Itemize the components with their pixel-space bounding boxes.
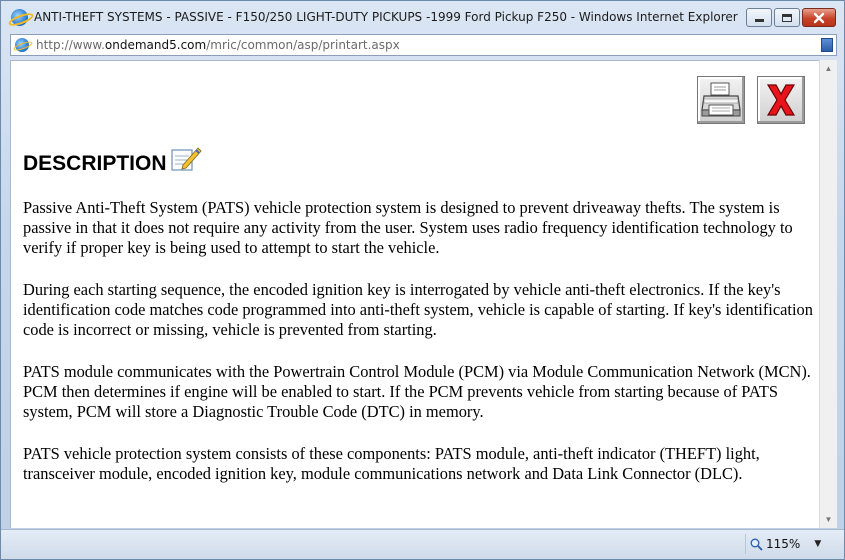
url-host: ondemand5.com: [104, 38, 207, 52]
url-path: /mric/common/asp/printart.aspx: [206, 38, 400, 52]
paragraph: PATS module communicates with the Powertrain Control Module (PCM) via Module Communication Network (MCN). PCM then determines if engine will be enabled to start. If the PCM prevents vehicle from starting because of PATS system, PCM will store a Diagnostic Trouble Code (DTC) in memory.: [23, 362, 811, 421]
page-title: DESCRIPTION: [23, 152, 167, 175]
print-button[interactable]: [697, 76, 745, 124]
zoom-level: 115%: [766, 537, 801, 551]
paragraph: Passive Anti-Theft System (PATS) vehicle protection system is designed to prevent driveaway thefts. The system is passive in that it does not require any activity from the user. System uses radio frequency identification technology to verify if proper key is being used to attempt to start the vehicle.: [23, 198, 793, 257]
close-article-button[interactable]: [757, 76, 805, 124]
printer-icon: [698, 77, 744, 123]
scroll-up-arrow-icon[interactable]: ▲: [824, 64, 833, 73]
red-x-close-icon: [758, 77, 804, 123]
close-window-button[interactable]: [802, 8, 836, 27]
maximize-button[interactable]: [774, 8, 800, 27]
zoom-control[interactable]: [745, 534, 821, 554]
window-controls: [744, 8, 836, 27]
scroll-down-arrow-icon[interactable]: ▼: [824, 515, 833, 524]
maximize-icon: [782, 14, 792, 22]
article-header: [23, 144, 203, 176]
magnifier-icon: [750, 538, 763, 551]
title-bar[interactable]: [1, 1, 844, 33]
vertical-scrollbar[interactable]: [819, 60, 837, 528]
paragraph: PATS vehicle protection system consists of these components: PATS module, anti-theft indicator (THEFT) light, transceiver module, encoded ignition key, module communications network and Data Link Connector (DLC).: [23, 444, 760, 483]
internet-explorer-icon: [11, 9, 28, 26]
zoom-dropdown-icon[interactable]: ▼: [814, 539, 822, 549]
notepad-pencil-icon: [169, 144, 203, 174]
close-icon: [813, 12, 825, 24]
site-favicon-icon: [15, 38, 29, 52]
url-text[interactable]: [36, 38, 400, 52]
url-prefix: http://www.: [36, 38, 105, 52]
article-body: [23, 198, 813, 506]
address-bar[interactable]: [10, 34, 837, 56]
page-report-icon[interactable]: [821, 38, 833, 52]
paragraph: During each starting sequence, the encoded ignition key is interrogated by vehicle anti-theft electronics. If the key's identification code matches code programmed into anti-theft system, vehicle is capable of starting. If key's identification code is incorrect or missing, vehicle is prevented from starting.: [23, 280, 813, 339]
minimize-icon: [755, 19, 764, 22]
minimize-button[interactable]: [746, 8, 772, 27]
status-bar: [1, 529, 844, 559]
page-content: [10, 60, 819, 528]
window-title: ANTI-THEFT SYSTEMS - PASSIVE - F150/250 LIGHT-DUTY PICKUPS -1999 Ford Pickup F250 - Windows Internet Explorer: [34, 10, 738, 24]
